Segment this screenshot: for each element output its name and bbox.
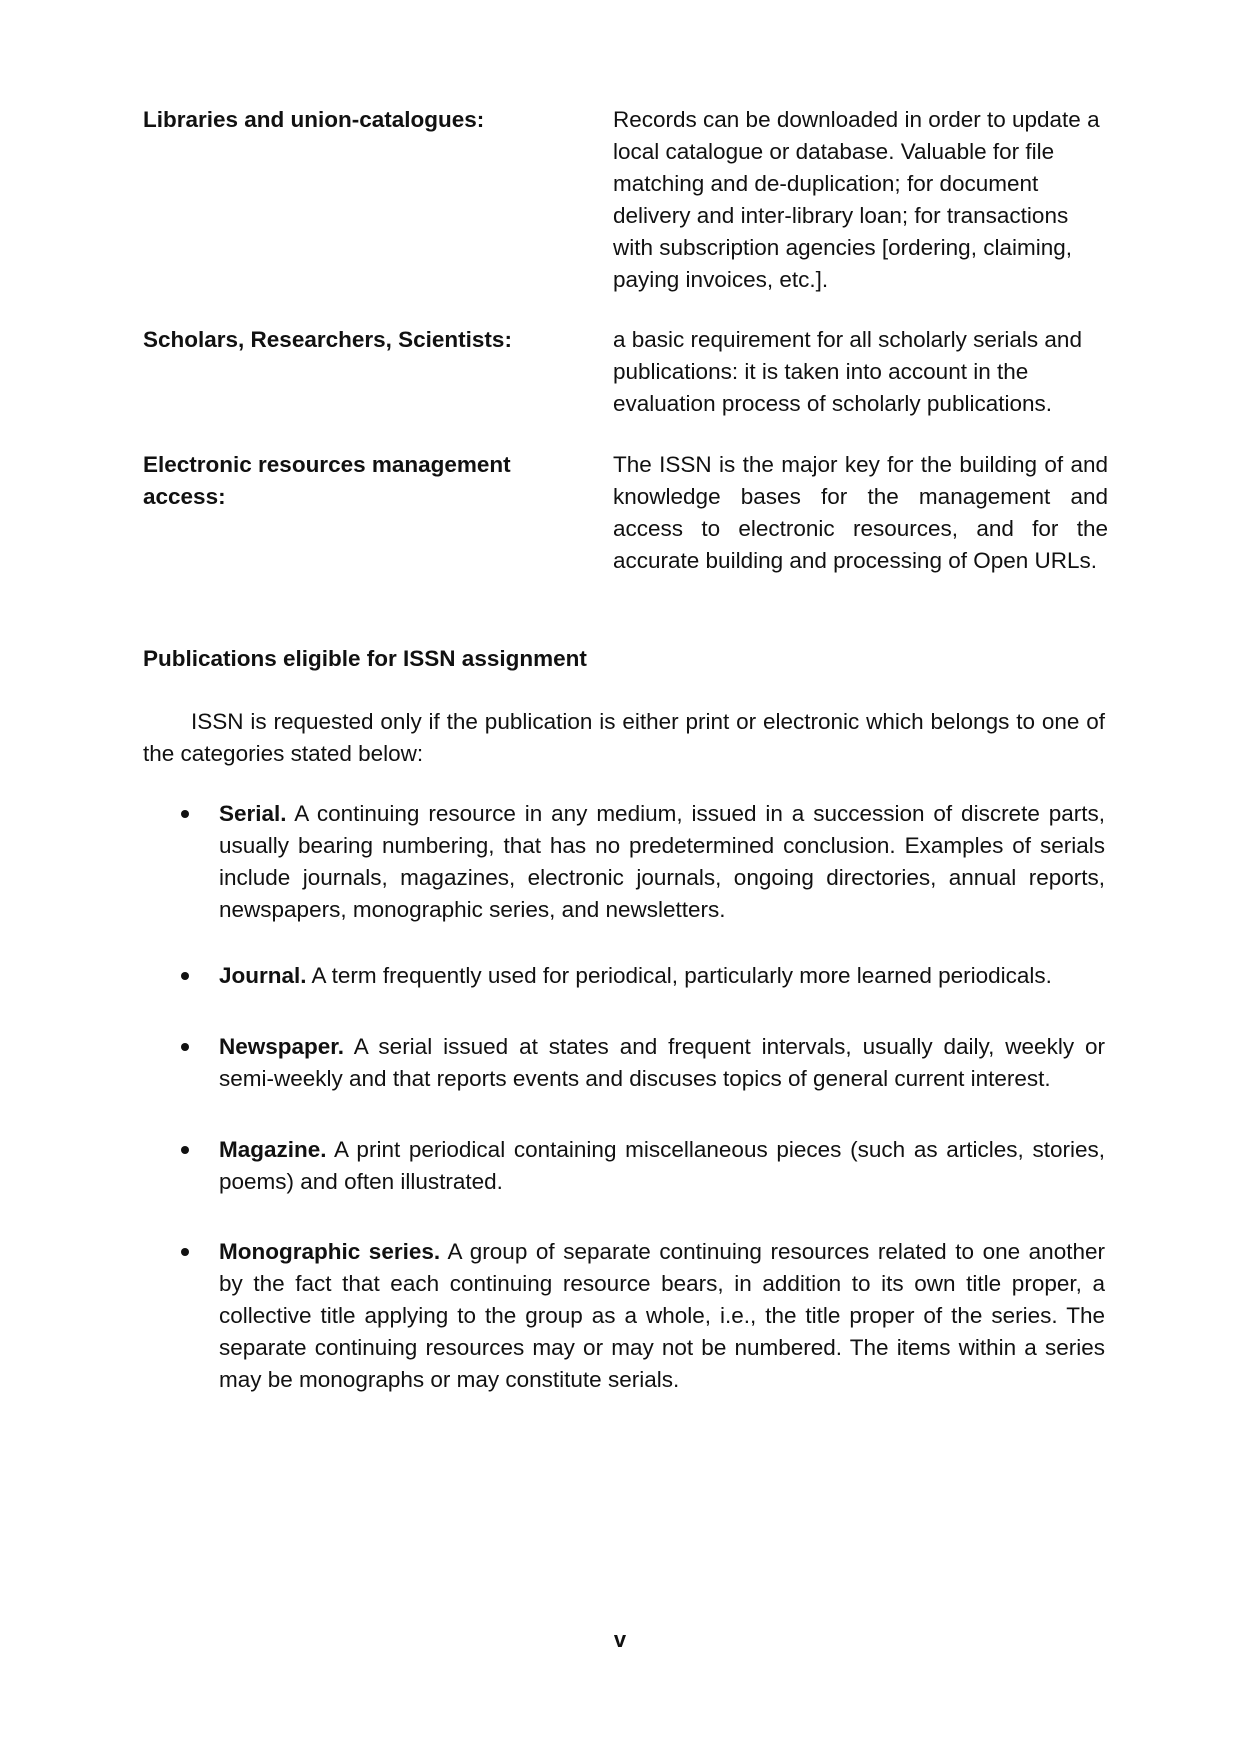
category-text: A serial issued at states and frequent intervals, usually daily, weekly or semi-weekly and that reports events and discuses topics of general current interest.: [219, 1034, 1105, 1091]
category-term: Journal.: [219, 963, 307, 988]
list-item-text: [219, 1031, 1105, 1095]
definition-description: Records can be downloaded in order to update a local catalogue or database. Valuable for file matching and de-duplication; for document delivery and inter-library loan; for transactions with subscription agencies [ordering, claiming, paying invoices, etc.].: [613, 107, 1100, 292]
definition-term: Scholars, Researchers, Scientists:: [143, 327, 512, 352]
category-term: Newspaper.: [219, 1034, 345, 1059]
bullet-icon: [181, 1146, 189, 1154]
category-text: A term frequently used for periodical, particularly more learned periodicals.: [311, 963, 1052, 988]
category-term: Monographic series.: [219, 1239, 441, 1264]
category-text: A group of separate continuing resources related to one another by the fact that each continuing resource bears, in addition to its own title proper, a collective title applying to the group as a whole, i.e., the title proper of the series. The separate continuing resources may or may not be numbered. The items within a series may be monographs or may constitute serials.: [219, 1239, 1105, 1392]
category-term: Magazine.: [219, 1137, 327, 1162]
bullet-icon: [181, 810, 189, 818]
definition-term: Libraries and union-catalogues:: [143, 107, 485, 132]
bullet-icon: [181, 1248, 189, 1256]
category-text: A continuing resource in any medium, issued in a succession of discrete parts, usually bearing numbering, that has no predetermined conclusion. Examples of serials include journals, magazines, electronic journals, ongoing directories, annual reports, newspapers, monographic series, and newsletters.: [219, 801, 1105, 922]
category-term: Serial.: [219, 801, 287, 826]
definition-term: Electronic resources management access:: [143, 452, 511, 509]
page-number: v: [613, 1627, 627, 1652]
definition-description: The ISSN is the major key for the building of and knowledge bases for the management and access to electronic resources, and for the accurate building and processing of Open URLs.: [613, 452, 1108, 573]
list-item-text: [219, 1236, 1105, 1396]
definition-description: a basic requirement for all scholarly serials and publications: it is taken into account in the evaluation process of scholarly publications.: [613, 327, 1082, 416]
section-heading: Publications eligible for ISSN assignment: [143, 646, 587, 671]
bullet-icon: [181, 972, 189, 980]
bullet-icon: [181, 1043, 189, 1051]
list-item-text: [219, 1134, 1105, 1198]
list-item-text: [219, 798, 1105, 926]
category-text: A print periodical containing miscellaneous pieces (such as articles, stories, poems) and often illustrated.: [219, 1137, 1105, 1194]
intro-paragraph: ISSN is requested only if the publication is either print or electronic which belongs to one of the categories stated below:: [143, 709, 1105, 766]
list-item-text: [219, 960, 1105, 992]
